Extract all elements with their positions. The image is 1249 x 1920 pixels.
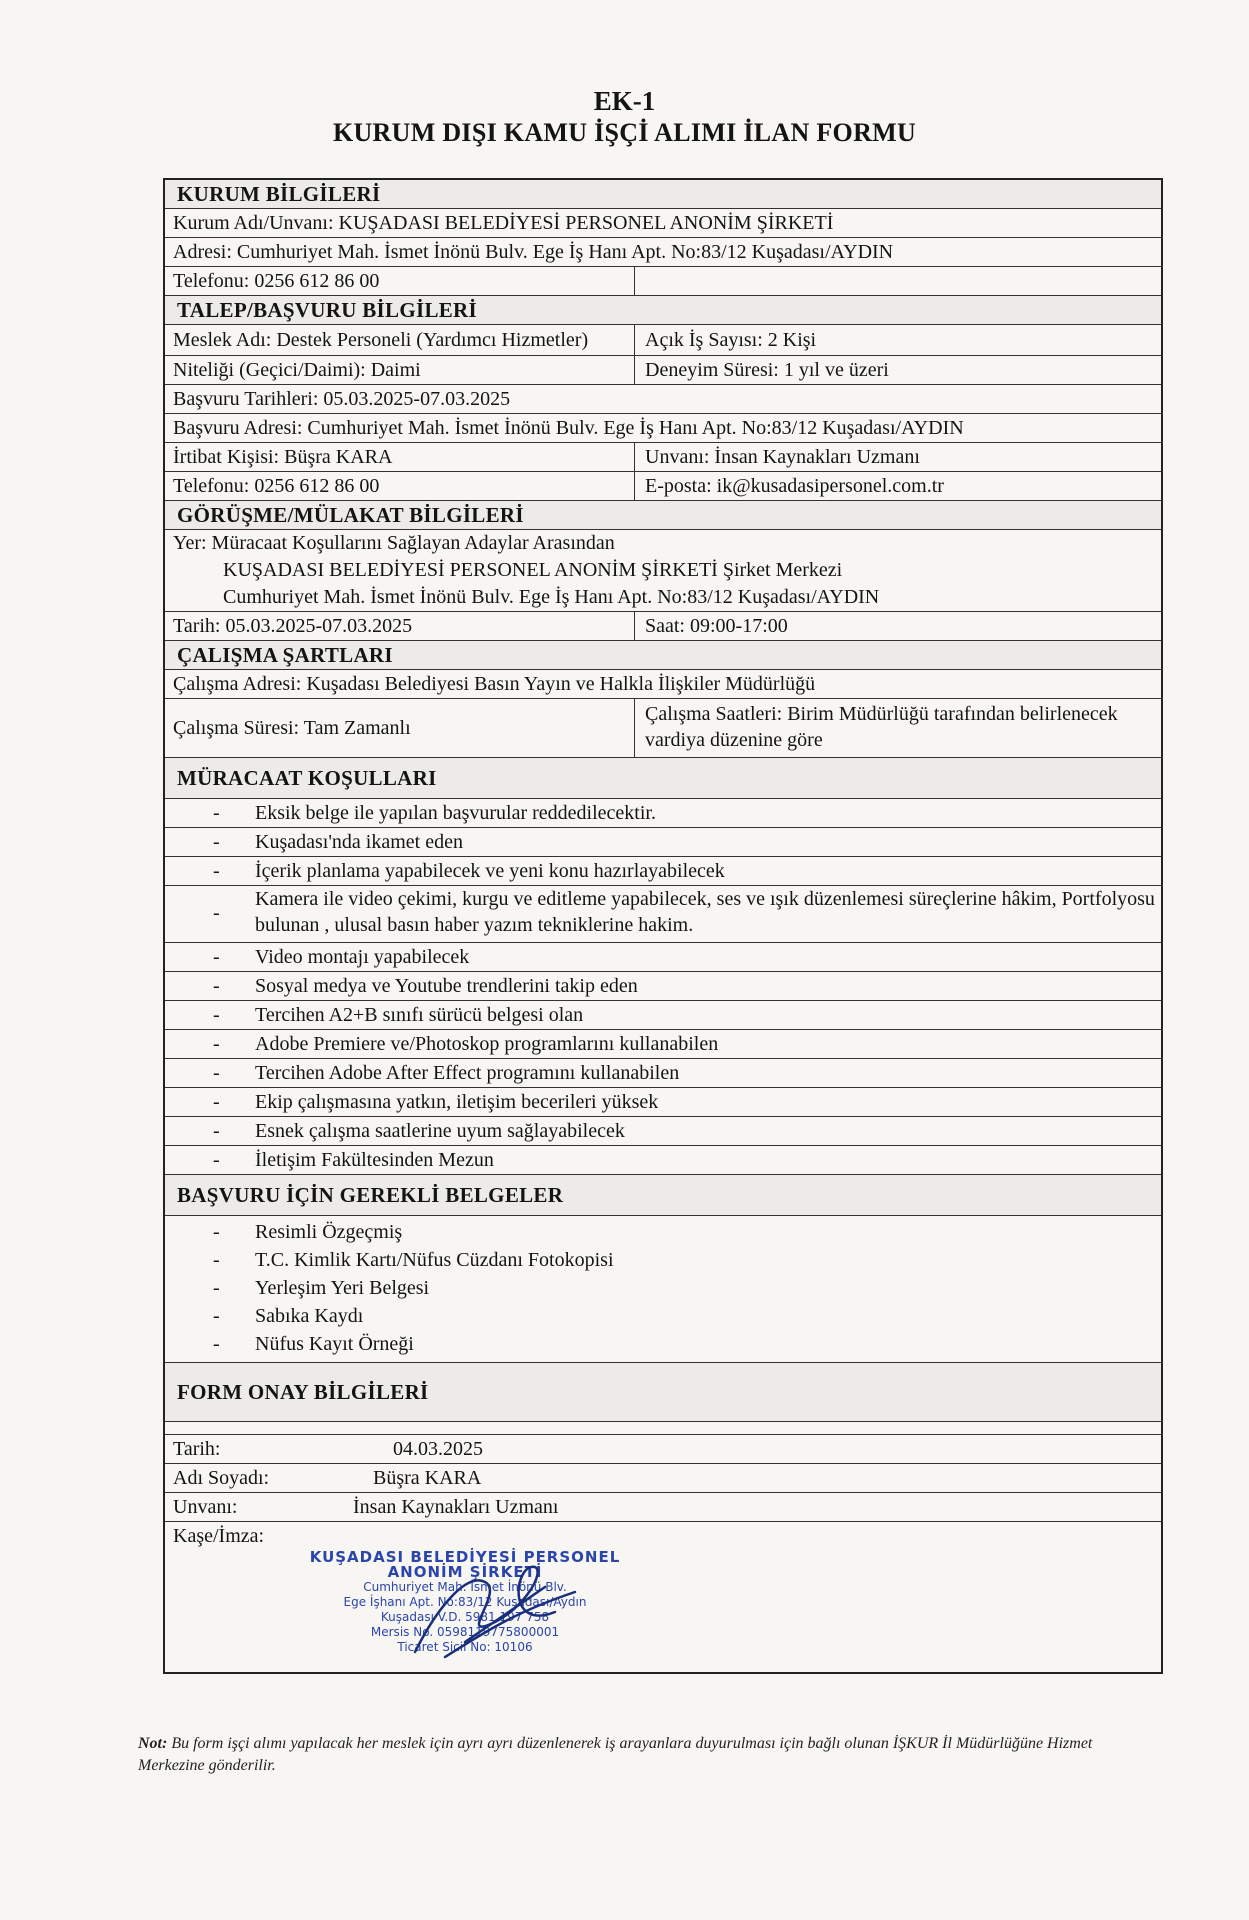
gorusme-tarih-row: [165, 612, 1161, 641]
form-title: KURUM DIŞI KAMU İŞÇİ ALIMI İLAN FORMU: [332, 118, 917, 147]
application-form: [163, 178, 1163, 1674]
gorusme-yer-block: [165, 530, 1161, 612]
meslek-row: [165, 325, 1161, 356]
basvuru-tarihleri: Başvuru Tarihleri: 05.03.2025-07.03.2025: [165, 385, 1161, 414]
list-item: - Sosyal medya ve Youtube trendlerini takip eden: [165, 972, 1161, 1001]
company-stamp: KUŞADASI BELEDİYESİ PERSONEL ANONİM ŞİRKETİ Cumhuriyet Mah. İsmet İnönü Blv. Ege İşhanı Apt. No:83/12 Kuşadası/Aydın Kuşadası V.D. 5981 197 758 Mersis No. 0598119775800001 Ticaret Sicil No: 10106: [309, 1548, 621, 1654]
list-item: - İçerik planlama yapabilecek ve yeni konu hazırlayabilecek: [165, 857, 1161, 886]
bullet-dash: -: [213, 1221, 220, 1243]
gorusme-tarih: Tarih: 05.03.2025-07.03.2025: [165, 612, 635, 640]
list-item: - Resimli Özgeçmiş: [165, 1218, 1161, 1246]
signature-area: [165, 1522, 1161, 1674]
list-item: - Ekip çalışmasına yatkın, iletişim becerileri yüksek: [165, 1088, 1161, 1117]
talep-eposta: E-posta: ik@kusadasipersonel.com.tr: [645, 475, 944, 497]
list-item: - Yerleşim Yeri Belgesi: [165, 1274, 1161, 1302]
list-item: - Eksik belge ile yapılan başvurular reddedilecektir.: [165, 799, 1161, 828]
section-talep: TALEP/BAŞVURU BİLGİLERİ: [165, 296, 1161, 325]
bullet-dash: -: [213, 1149, 220, 1171]
onay-unvan-row: [165, 1493, 1161, 1522]
list-item: - Kamera ile video çekimi, kurgu ve editleme yapabilecek, ses ve ışık düzenlemesi süreçlerine hâkim, Portfolyosu bulunan , ulusal basın haber yazım tekniklerine hakim.: [165, 886, 1161, 943]
form-code: EK-1: [593, 86, 656, 116]
niteligi: Niteliği (Geçici/Daimi): Daimi: [165, 356, 635, 384]
onay-adsoyad-row: [165, 1464, 1161, 1493]
bullet-dash: -: [213, 831, 220, 853]
section-belgeler: BAŞVURU İÇİN GEREKLİ BELGELER: [165, 1175, 1161, 1216]
list-item: - Adobe Premiere ve/Photoskop programlarını kullanabilen: [165, 1030, 1161, 1059]
belgeler-list: [165, 1216, 1161, 1363]
gorusme-yer-sirket: KUŞADASI BELEDİYESİ PERSONEL ANONİM ŞİRKETİ Şirket Merkezi: [223, 559, 843, 581]
nitelik-row: [165, 356, 1161, 385]
irtibat-row: [165, 443, 1161, 472]
bullet-dash: -: [213, 1062, 220, 1084]
list-item: - Video montajı yapabilecek: [165, 943, 1161, 972]
kase-imza-label: Kaşe/İmza:: [173, 1525, 265, 1547]
bullet-dash: -: [213, 1277, 220, 1299]
calisma-sure-row: [165, 699, 1161, 758]
list-item: - Sabıka Kaydı: [165, 1302, 1161, 1330]
onay-tarih-row: [165, 1434, 1161, 1464]
list-item: - Tercihen Adobe After Effect programını kullanabilen: [165, 1059, 1161, 1088]
section-calisma: ÇALIŞMA ŞARTLARI: [165, 641, 1161, 670]
onay-adsoyad: Büşra KARA: [373, 1467, 482, 1489]
iletisim-row: [165, 472, 1161, 501]
bullet-dash: -: [213, 1033, 220, 1055]
section-muracaat: MÜRACAAT KOŞULLARI: [165, 758, 1161, 799]
list-item: - Kuşadası'nda ikamet eden: [165, 828, 1161, 857]
section-onay: FORM ONAY BİLGİLERİ: [165, 1363, 1161, 1422]
muracaat-list: [165, 799, 1161, 1175]
onay-adsoyad-label: Adı Soyadı:: [173, 1467, 270, 1489]
bullet-dash: -: [213, 975, 220, 997]
basvuru-adresi: Başvuru Adresi: Cumhuriyet Mah. İsmet İnönü Bulv. Ege İş Hanı Apt. No:83/12 Kuşadası/AYDIN: [165, 414, 1161, 443]
onay-tarih: 04.03.2025: [393, 1438, 483, 1460]
kurum-adres: Adresi: Cumhuriyet Mah. İsmet İnönü Bulv. Ege İş Hanı Apt. No:83/12 Kuşadası/AYDIN: [165, 238, 1161, 267]
calisma-suresi: Çalışma Süresi: Tam Zamanlı: [165, 699, 635, 757]
calisma-saatleri: Çalışma Saatleri: Birim Müdürlüğü tarafından belirlenecek vardiya düzenine göre: [645, 703, 1118, 751]
calisma-adresi: Çalışma Adresi: Kuşadası Belediyesi Basın Yayın ve Halkla İlişkiler Müdürlüğü: [165, 670, 1161, 699]
bullet-dash: -: [213, 1120, 220, 1142]
bullet-dash: -: [213, 860, 220, 882]
onay-unvan: İnsan Kaynakları Uzmanı: [353, 1496, 559, 1518]
bullet-dash: -: [213, 1091, 220, 1113]
irtibat-kisisi: İrtibat Kişisi: Büşra KARA: [165, 443, 635, 471]
onay-unvan-label: Unvanı:: [173, 1496, 238, 1518]
note-text: Bu form işçi alımı yapılacak her meslek için ayrı ayrı düzenlenerek iş arayanlara duyurulması için bağlı olunan İŞKUR İl Müdürlüğüne Hizmet Merkezine gönderilir.: [138, 1735, 1093, 1774]
bullet-dash: -: [213, 1305, 220, 1327]
kurum-adi: Kurum Adı/Unvanı: KUŞADASI BELEDİYESİ PERSONEL ANONİM ŞİRKETİ: [165, 209, 1161, 238]
gorusme-saat: Saat: 09:00-17:00: [645, 615, 788, 637]
meslek-adi: Meslek Adı: Destek Personeli (Yardımcı Hizmetler): [165, 325, 635, 355]
signature-mark: [395, 1552, 595, 1672]
talep-telefon: Telefonu: 0256 612 86 00: [165, 472, 635, 500]
list-item: - T.C. Kimlik Kartı/Nüfus Cüzdanı Fotokopisi: [165, 1246, 1161, 1274]
kurum-telefon-row: [165, 267, 1161, 296]
bullet-dash: -: [213, 946, 220, 968]
acik-is-sayisi: Açık İş Sayısı: 2 Kişi: [645, 329, 817, 351]
section-gorusme: GÖRÜŞME/MÜLAKAT BİLGİLERİ: [165, 501, 1161, 530]
kurum-telefon: Telefonu: 0256 612 86 00: [165, 267, 635, 295]
list-item: - İletişim Fakültesinden Mezun: [165, 1146, 1161, 1175]
list-item: - Tercihen A2+B sınıfı sürücü belgesi olan: [165, 1001, 1161, 1030]
section-kurum: KURUM BİLGİLERİ: [165, 180, 1161, 209]
bullet-dash: -: [213, 1249, 220, 1271]
empty-cell: [635, 267, 1161, 295]
irtibat-unvani: Unvanı: İnsan Kaynakları Uzmanı: [645, 446, 920, 468]
onay-tarih-label: Tarih:: [173, 1438, 221, 1460]
bullet-dash: -: [213, 1333, 220, 1355]
list-item: - Esnek çalışma saatlerine uyum sağlayabilecek: [165, 1117, 1161, 1146]
gorusme-yer-adres: Cumhuriyet Mah. İsmet İnönü Bulv. Ege İş Hanı Apt. No:83/12 Kuşadası/AYDIN: [223, 586, 880, 608]
gorusme-yer: Yer: Müracaat Koşullarını Sağlayan Adaylar Arasından: [173, 532, 615, 554]
list-item: - Nüfus Kayıt Örneği: [165, 1330, 1161, 1358]
bullet-dash: -: [213, 1004, 220, 1026]
footer-note: [138, 1733, 1138, 1777]
bullet-dash: -: [213, 802, 220, 824]
bullet-dash: -: [213, 902, 220, 924]
deneyim-suresi: Deneyim Süresi: 1 yıl ve üzeri: [645, 359, 889, 381]
note-label: Not:: [138, 1735, 168, 1752]
